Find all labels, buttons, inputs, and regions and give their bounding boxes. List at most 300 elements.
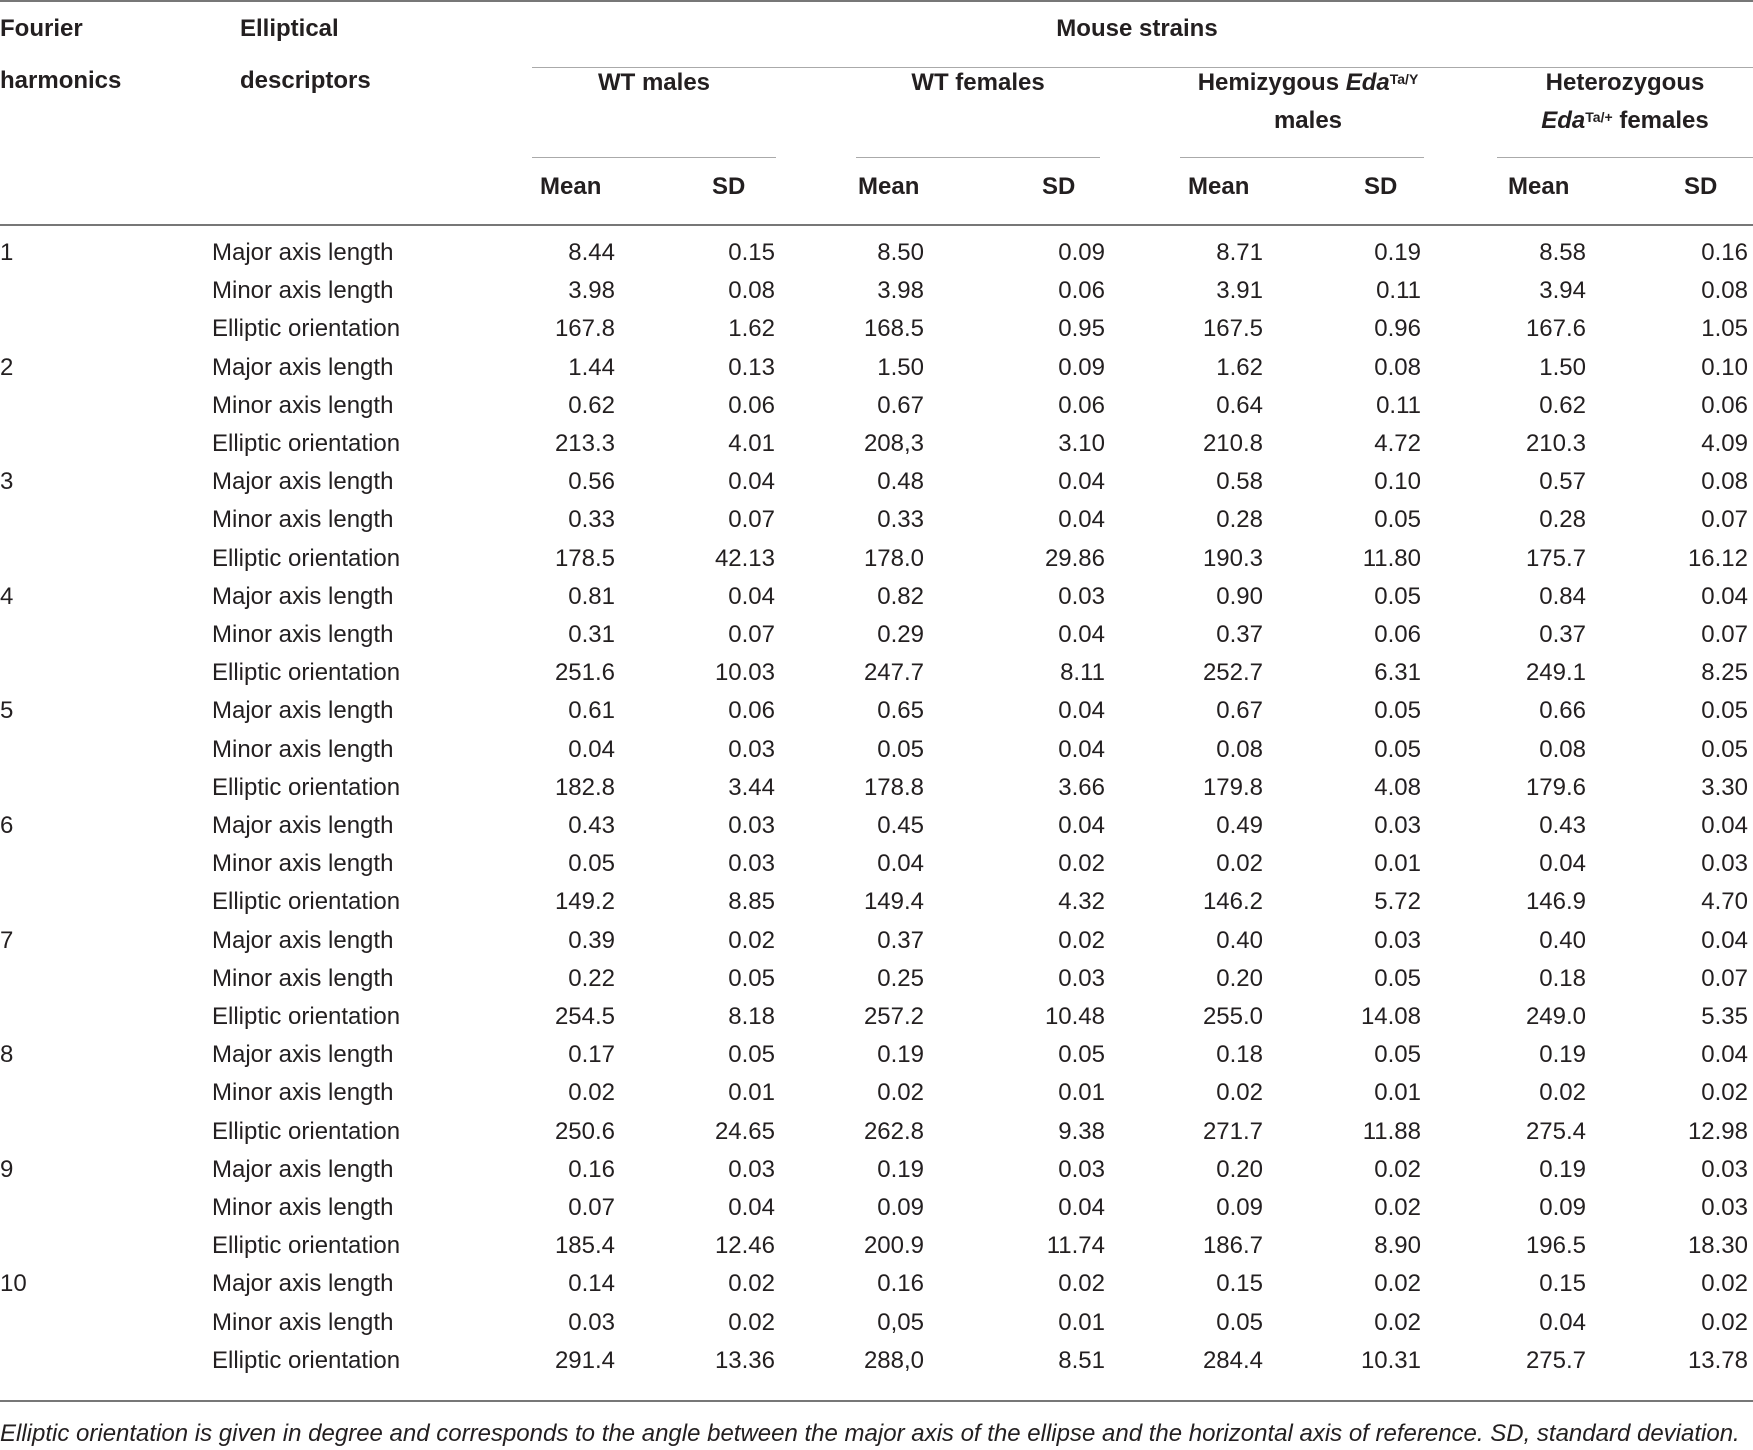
value-cell: 0.04 (1058, 506, 1105, 534)
value-cell: 0.22 (568, 964, 615, 992)
hemizygous-genotype: Ta/Y (1389, 71, 1419, 87)
heterozygous-header-line2 (1483, 106, 1753, 136)
descriptor-cell: Major axis length (212, 1155, 394, 1183)
value-cell: 0.06 (728, 697, 775, 725)
value-cell: 4.72 (1374, 430, 1421, 457)
mouse-strains-header: Mouse strains (1056, 15, 1218, 42)
harmonic-cell: 1 (0, 239, 14, 266)
value-cell: 251.6 (554, 659, 615, 687)
harmonic-cell: 6 (0, 812, 14, 839)
descriptor-cell: Elliptic orientation (212, 315, 401, 343)
value-cell: 0.08 (1701, 468, 1748, 496)
value-cell: 0.96 (1374, 315, 1421, 343)
value-cell: 0.04 (1058, 468, 1105, 496)
table-row (0, 1265, 1753, 1303)
value-cell: 0.17 (568, 1041, 615, 1069)
value-cell: 0.90 (1216, 582, 1263, 610)
value-cell: 3.44 (728, 773, 775, 801)
value-cell: 0,05 (877, 1308, 924, 1336)
value-cell: 0.03 (728, 812, 775, 839)
value-cell: 200.9 (863, 1232, 924, 1260)
value-cell: 0.08 (1539, 735, 1586, 763)
value-cell: 0.67 (877, 391, 924, 419)
value-cell: 0.08 (728, 277, 775, 305)
fourier-harmonics-line2: harmonics (0, 67, 122, 94)
value-cell: 185.4 (554, 1232, 615, 1260)
value-cell: 0.02 (1058, 1270, 1105, 1298)
value-cell: 1.44 (568, 353, 615, 381)
table-row (0, 387, 1753, 425)
wt-females-rule (856, 157, 1100, 158)
value-cell: 0.07 (728, 621, 775, 648)
value-cell: 0.05 (568, 850, 615, 878)
value-cell: 8.51 (1058, 1346, 1105, 1374)
value-cell: 0.49 (1216, 812, 1263, 839)
table-row (0, 1074, 1753, 1112)
value-cell: 247.7 (863, 659, 924, 687)
descriptor-cell: Elliptic orientation (212, 773, 401, 801)
hemizygous-header-line2: males (1273, 107, 1343, 134)
descriptor-cell: Major axis length (212, 353, 394, 381)
value-cell: 0.03 (728, 1155, 775, 1183)
wt-males-mean-header: Mean (540, 173, 602, 200)
value-cell: 0.43 (568, 812, 615, 839)
descriptor-cell: Major axis length (212, 697, 394, 725)
value-cell: 0.02 (1701, 1308, 1748, 1336)
value-cell: 0.10 (1374, 468, 1421, 496)
descriptor-cell: Elliptic orientation (212, 1003, 401, 1030)
value-cell: 0.61 (568, 697, 615, 725)
harmonic-cell: 4 (0, 582, 14, 610)
value-cell: 178.0 (863, 544, 924, 572)
value-cell: 0.03 (728, 850, 775, 878)
wt-males-sd-header: SD (712, 173, 746, 200)
descriptor-cell: Elliptic orientation (212, 1232, 401, 1260)
header-bottom-rule (0, 224, 1753, 226)
value-cell: 0.37 (1216, 621, 1263, 648)
value-cell: 249.1 (1525, 659, 1586, 687)
value-cell: 0.05 (1058, 1041, 1105, 1069)
table-row (0, 234, 1753, 272)
harmonic-cell: 10 (0, 1270, 27, 1298)
value-cell: 167.6 (1525, 315, 1586, 343)
value-cell: 12.46 (714, 1232, 775, 1260)
value-cell: 0.02 (728, 1308, 775, 1336)
value-cell: 0.03 (1701, 1194, 1748, 1221)
value-cell: 0.05 (877, 735, 924, 763)
descriptor-cell: Elliptic orientation (212, 430, 401, 457)
value-cell: 4.01 (728, 430, 775, 457)
value-cell: 167.5 (1202, 315, 1263, 343)
value-cell: 0.02 (1539, 1079, 1586, 1107)
value-cell: 0.05 (1216, 1308, 1263, 1336)
value-cell: 0.08 (1374, 353, 1421, 381)
value-cell: 0.09 (1539, 1194, 1586, 1221)
table-row (0, 845, 1753, 883)
value-cell: 284.4 (1202, 1346, 1263, 1374)
value-cell: 0.15 (1539, 1270, 1586, 1298)
value-cell: 0.29 (877, 621, 924, 648)
value-cell: 0.81 (568, 582, 615, 610)
value-cell: 0.11 (1376, 277, 1421, 305)
value-cell: 0.08 (1216, 735, 1263, 763)
hemizygous-gene: Eda (1345, 69, 1390, 96)
value-cell: 0.02 (1058, 850, 1105, 878)
value-cell: 10.03 (714, 659, 775, 687)
value-cell: 208,3 (863, 430, 924, 457)
descriptor-cell: Minor axis length (212, 277, 394, 305)
value-cell: 3.94 (1539, 277, 1586, 305)
value-cell: 4.08 (1374, 773, 1421, 801)
value-cell: 0.66 (1539, 697, 1586, 725)
hemizygous-rule (1180, 157, 1424, 158)
value-cell: 0.45 (877, 812, 924, 839)
hemizygous-label: Hemizygous (1197, 69, 1346, 96)
value-cell: 0.01 (1374, 850, 1421, 878)
value-cell: 0.01 (1374, 1079, 1421, 1107)
elliptical-descriptors-line2: descriptors (240, 67, 371, 94)
value-cell: 0.18 (1216, 1041, 1263, 1069)
value-cell: 0.02 (1701, 1079, 1748, 1107)
value-cell: 0.03 (1374, 812, 1421, 839)
value-cell: 0.05 (728, 964, 775, 992)
value-cell: 0.06 (1058, 391, 1105, 419)
value-cell: 0.06 (1374, 621, 1421, 648)
value-cell: 0.20 (1216, 1155, 1263, 1183)
harmonic-cell: 2 (0, 353, 14, 381)
table-row (0, 616, 1753, 654)
table-row (0, 272, 1753, 310)
value-cell: 0.09 (1058, 353, 1105, 381)
value-cell: 10.31 (1360, 1346, 1421, 1374)
value-cell: 4.32 (1058, 888, 1105, 916)
value-cell: 0.16 (877, 1270, 924, 1298)
value-cell: 5.72 (1374, 888, 1421, 916)
descriptor-cell: Minor axis length (212, 621, 394, 648)
value-cell: 0.04 (1058, 812, 1105, 839)
value-cell: 1.62 (1216, 353, 1263, 381)
table-bottom-rule (0, 1400, 1753, 1402)
value-cell: 0.25 (877, 964, 924, 992)
wt-males-rule (532, 157, 776, 158)
table-row (0, 310, 1753, 348)
descriptor-cell: Major axis length (212, 1270, 394, 1298)
fourier-harmonics-line1: Fourier (0, 15, 83, 42)
value-cell: 0.57 (1539, 468, 1586, 496)
heterozygous-label: females (1612, 107, 1709, 134)
value-cell: 0.02 (1374, 1308, 1421, 1336)
value-cell: 0.02 (1216, 850, 1263, 878)
value-cell: 0.18 (1539, 964, 1586, 992)
value-cell: 175.7 (1525, 544, 1586, 572)
value-cell: 0.01 (728, 1079, 775, 1107)
value-cell: 0.20 (1216, 964, 1263, 992)
value-cell: 3.30 (1701, 773, 1748, 801)
table-row (0, 1036, 1753, 1074)
value-cell: 8.18 (728, 1003, 775, 1030)
value-cell: 8.58 (1539, 239, 1586, 266)
descriptor-cell: Minor axis length (212, 1308, 394, 1336)
harmonic-cell: 5 (0, 697, 14, 725)
value-cell: 6.31 (1374, 659, 1421, 687)
value-cell: 0.33 (568, 506, 615, 534)
value-cell: 18.30 (1687, 1232, 1748, 1260)
harmonic-cell: 7 (0, 926, 14, 954)
value-cell: 0.04 (1058, 621, 1105, 648)
value-cell: 257.2 (863, 1003, 924, 1030)
value-cell: 3.66 (1058, 773, 1105, 801)
value-cell: 0.14 (568, 1270, 615, 1298)
value-cell: 8.11 (1060, 659, 1105, 687)
value-cell: 24.65 (714, 1117, 775, 1145)
value-cell: 254.5 (554, 1003, 615, 1030)
descriptor-cell: Elliptic orientation (212, 544, 401, 572)
hemizygous-header (1168, 68, 1448, 136)
table-row (0, 692, 1753, 730)
table-row (0, 349, 1753, 387)
value-cell: 8.90 (1374, 1232, 1421, 1260)
value-cell: 8.71 (1216, 239, 1263, 266)
table-row (0, 731, 1753, 769)
table-row (0, 501, 1753, 539)
value-cell: 210.8 (1202, 430, 1263, 457)
value-cell: 0.03 (1058, 582, 1105, 610)
value-cell: 42.13 (714, 544, 775, 572)
value-cell: 11.88 (1362, 1117, 1421, 1145)
value-cell: 0.04 (1058, 697, 1105, 725)
value-cell: 182.8 (554, 773, 615, 801)
value-cell: 1.05 (1701, 315, 1748, 343)
value-cell: 0.05 (1374, 582, 1421, 610)
hemizygous-sd-header: SD (1364, 173, 1398, 200)
value-cell: 0.09 (1058, 239, 1105, 266)
value-cell: 5.35 (1701, 1003, 1748, 1030)
value-cell: 0.05 (1374, 1041, 1421, 1069)
value-cell: 0.84 (1539, 582, 1586, 610)
value-cell: 196.5 (1525, 1232, 1586, 1260)
value-cell: 0.04 (1701, 1041, 1748, 1069)
value-cell: 0.62 (568, 391, 615, 419)
descriptor-cell: Minor axis length (212, 850, 394, 878)
wt-females-header: WT females (911, 69, 1045, 96)
table-row (0, 425, 1753, 463)
value-cell: 10.48 (1044, 1003, 1105, 1030)
value-cell: 0.05 (1374, 697, 1421, 725)
descriptor-cell: Minor axis length (212, 964, 394, 992)
descriptor-cell: Minor axis length (212, 391, 394, 419)
value-cell: 0.19 (1539, 1155, 1586, 1183)
value-cell: 168.5 (863, 315, 924, 343)
value-cell: 0.40 (1216, 926, 1263, 954)
value-cell: 0.04 (1058, 735, 1105, 763)
value-cell: 0.04 (1058, 1194, 1105, 1221)
value-cell: 0.11 (1376, 391, 1421, 419)
value-cell: 29.86 (1044, 544, 1105, 572)
value-cell: 0.05 (1374, 506, 1421, 534)
descriptor-cell: Major axis length (212, 468, 394, 496)
value-cell: 0.58 (1216, 468, 1263, 496)
value-cell: 1.50 (1539, 353, 1586, 381)
table-row (0, 807, 1753, 845)
harmonic-cell: 8 (0, 1041, 14, 1069)
heterozygous-sd-header: SD (1684, 173, 1718, 200)
value-cell: 0.02 (1374, 1194, 1421, 1221)
value-cell: 0.03 (728, 735, 775, 763)
value-cell: 178.5 (554, 544, 615, 572)
value-cell: 252.7 (1202, 659, 1263, 687)
value-cell: 213.3 (554, 430, 615, 457)
value-cell: 0.43 (1539, 812, 1586, 839)
value-cell: 0.07 (1701, 964, 1748, 992)
value-cell: 0.19 (877, 1155, 924, 1183)
value-cell: 0.04 (1539, 850, 1586, 878)
value-cell: 0.08 (1701, 277, 1748, 305)
harmonic-cell: 9 (0, 1155, 14, 1183)
value-cell: 0.02 (877, 1079, 924, 1107)
value-cell: 0.05 (1701, 697, 1748, 725)
value-cell: 275.7 (1525, 1346, 1586, 1374)
value-cell: 0.39 (568, 926, 615, 954)
value-cell: 11.80 (1362, 544, 1421, 572)
value-cell: 3.10 (1058, 430, 1105, 457)
table-row (0, 1227, 1753, 1265)
value-cell: 0.03 (1374, 926, 1421, 954)
value-cell: 12.98 (1687, 1117, 1748, 1145)
value-cell: 0.40 (1539, 926, 1586, 954)
value-cell: 149.2 (554, 888, 615, 916)
value-cell: 0.15 (728, 239, 775, 266)
elliptical-descriptors-header (240, 14, 371, 96)
value-cell: 0.07 (1701, 506, 1748, 534)
value-cell: 3.98 (877, 277, 924, 305)
value-cell: 0.09 (877, 1194, 924, 1221)
value-cell: 0.03 (1701, 1155, 1748, 1183)
descriptor-cell: Major axis length (212, 1041, 394, 1069)
value-cell: 1.50 (877, 353, 924, 381)
value-cell: 0.95 (1058, 315, 1105, 343)
value-cell: 8.25 (1701, 659, 1748, 687)
value-cell: 186.7 (1202, 1232, 1263, 1260)
value-cell: 190.3 (1202, 544, 1263, 572)
value-cell: 0.05 (1374, 735, 1421, 763)
value-cell: 0.02 (728, 1270, 775, 1298)
heterozygous-mean-header: Mean (1508, 173, 1570, 200)
value-cell: 0.28 (1216, 506, 1263, 534)
value-cell: 249.0 (1525, 1003, 1586, 1030)
heterozygous-gene: Eda (1541, 107, 1586, 134)
table-row (0, 1189, 1753, 1227)
value-cell: 0.05 (1701, 735, 1748, 763)
value-cell: 149.4 (863, 888, 924, 916)
value-cell: 250.6 (554, 1117, 615, 1145)
value-cell: 0.19 (877, 1041, 924, 1069)
value-cell: 16.12 (1687, 544, 1748, 572)
value-cell: 1.62 (728, 315, 775, 343)
heterozygous-genotype: Ta/+ (1585, 109, 1613, 125)
value-cell: 0.31 (568, 621, 615, 648)
value-cell: 291.4 (554, 1346, 615, 1374)
value-cell: 179.8 (1202, 773, 1263, 801)
value-cell: 4.09 (1701, 430, 1748, 457)
descriptor-cell: Major axis length (212, 812, 394, 839)
value-cell: 0.82 (877, 582, 924, 610)
value-cell: 0.07 (1701, 621, 1748, 648)
table-row (0, 1342, 1753, 1380)
value-cell: 146.9 (1525, 888, 1586, 916)
value-cell: 0.04 (1701, 582, 1748, 610)
value-cell: 0.04 (728, 582, 775, 610)
value-cell: 3.91 (1216, 277, 1263, 305)
value-cell: 0.04 (877, 850, 924, 878)
table-row (0, 578, 1753, 616)
descriptor-cell: Minor axis length (212, 735, 394, 763)
value-cell: 0.02 (568, 1079, 615, 1107)
hemizygous-header-line1 (1168, 68, 1448, 98)
value-cell: 0.13 (728, 353, 775, 381)
value-cell: 271.7 (1202, 1117, 1263, 1145)
value-cell: 4.70 (1701, 888, 1748, 916)
value-cell: 0.65 (877, 697, 924, 725)
value-cell: 0.05 (728, 1041, 775, 1069)
descriptor-cell: Elliptic orientation (212, 888, 401, 916)
value-cell: 0.33 (877, 506, 924, 534)
descriptor-cell: Major axis length (212, 239, 394, 266)
table-row (0, 654, 1753, 692)
wt-females-sd-header: SD (1042, 173, 1076, 200)
value-cell: 8.85 (728, 888, 775, 916)
value-cell: 0.02 (1374, 1270, 1421, 1298)
value-cell: 0.02 (1216, 1079, 1263, 1107)
wt-males-header: WT males (597, 69, 711, 96)
elliptical-descriptors-line1: Elliptical (240, 15, 339, 42)
value-cell: 0.04 (1701, 812, 1748, 839)
value-cell: 0.15 (1216, 1270, 1263, 1298)
descriptor-cell: Major axis length (212, 582, 394, 610)
value-cell: 0.04 (568, 735, 615, 763)
table-row (0, 540, 1753, 578)
value-cell: 210.3 (1525, 430, 1586, 457)
table-row (0, 463, 1753, 501)
value-cell: 8.50 (877, 239, 924, 266)
value-cell: 0.19 (1374, 239, 1421, 266)
table-row (0, 1304, 1753, 1342)
table-row (0, 1113, 1753, 1151)
value-cell: 0.62 (1539, 391, 1586, 419)
value-cell: 275.4 (1525, 1117, 1586, 1145)
table-row (0, 998, 1753, 1036)
value-cell: 0.07 (568, 1194, 615, 1221)
value-cell: 0.16 (568, 1155, 615, 1183)
value-cell: 0.01 (1058, 1079, 1105, 1107)
value-cell: 0.07 (728, 506, 775, 534)
wt-females-mean-header: Mean (858, 173, 920, 200)
value-cell: 179.6 (1525, 773, 1586, 801)
value-cell: 3.98 (568, 277, 615, 305)
value-cell: 0.56 (568, 468, 615, 496)
value-cell: 0.03 (1058, 964, 1105, 992)
table-row (0, 1151, 1753, 1189)
value-cell: 8.44 (568, 239, 615, 266)
value-cell: 0.02 (1701, 1270, 1748, 1298)
value-cell: 0.16 (1701, 239, 1748, 266)
value-cell: 13.78 (1687, 1346, 1748, 1374)
value-cell: 0.04 (1539, 1308, 1586, 1336)
hemizygous-mean-header: Mean (1188, 173, 1250, 200)
value-cell: 0.67 (1216, 697, 1263, 725)
descriptor-cell: Minor axis length (212, 1079, 394, 1107)
descriptor-cell: Minor axis length (212, 506, 394, 534)
table-top-rule (0, 0, 1753, 2)
